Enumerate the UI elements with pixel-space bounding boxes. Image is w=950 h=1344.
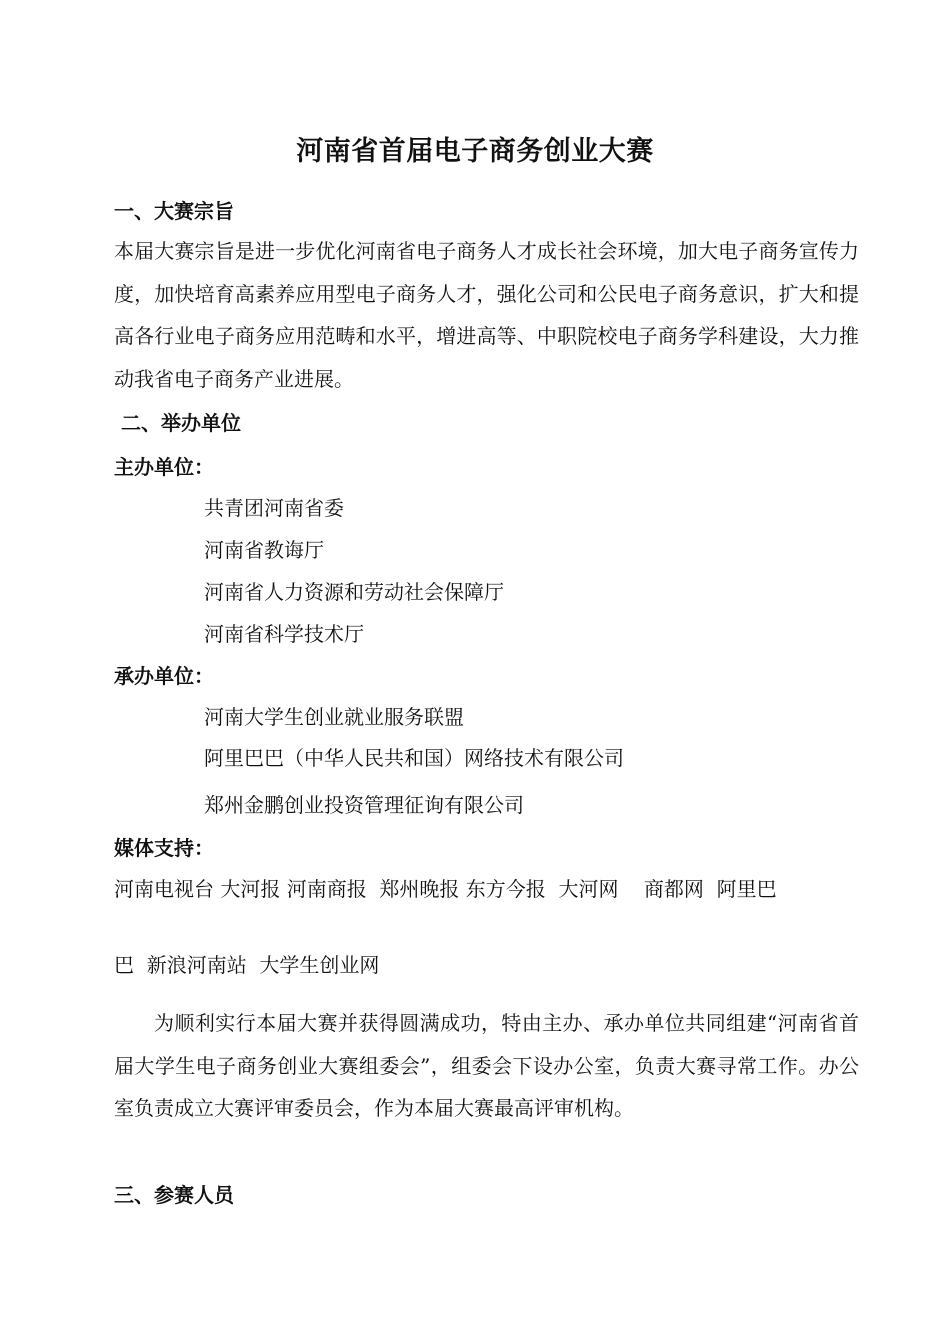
organizer-item: 河南大学生创业就业服务联盟 [204,705,464,729]
media-list-line-2: 巴 新浪河南站 大学生创业网 [114,953,380,977]
section-heading-purpose: 一、大赛宗旨 [114,199,234,223]
organizer-item: 郑州金鹏创业投资管理征询有限公司 [204,793,524,817]
document-title: 河南省首届电子商务创业大赛 [296,136,654,167]
host-item: 河南省科学技术厅 [204,622,364,646]
section-heading-participants: 三、参赛人员 [114,1183,234,1207]
organizers-label: 承办单位： [114,664,214,688]
committee-paragraph: 为顺利实行本届大赛并获得圆满成功，特由主办、承办单位共同组建“河南省首届大学生电子商务创业大赛组委会”，组委会下设办公室，负责大赛寻常工作。办公室负责成立大赛评审委员会，作为本届大赛最高评审机构。 [114,1011,859,1120]
host-item: 共青团河南省委 [204,496,344,520]
media-label: 媒体支持： [114,836,214,860]
media-list-line-1: 河南电视台 大河报 河南商报 郑州晚报 东方今报 大河网 商都网 阿里巴 [114,877,777,901]
host-item: 河南省教诲厅 [204,538,324,562]
hosts-label: 主办单位： [114,455,214,479]
host-item: 河南省人力资源和劳动社会保障厅 [204,580,504,604]
section-heading-organizers: 二、举办单位 [114,411,241,435]
organizer-item: 阿里巴巴（中华人民共和国）网络技术有限公司 [204,746,624,770]
purpose-paragraph: 本届大赛宗旨是进一步优化河南省电子商务人才成长社会环境，加大电子商务宣传力度，加快培育高素养应用型电子商务人才，强化公司和公民电子商务意识，扩大和提高各行业电子商务应用范畴和水平，增进高等、中职院校电子商务学科建设，大力推动我省电子商务产业进展。 [114,239,859,391]
